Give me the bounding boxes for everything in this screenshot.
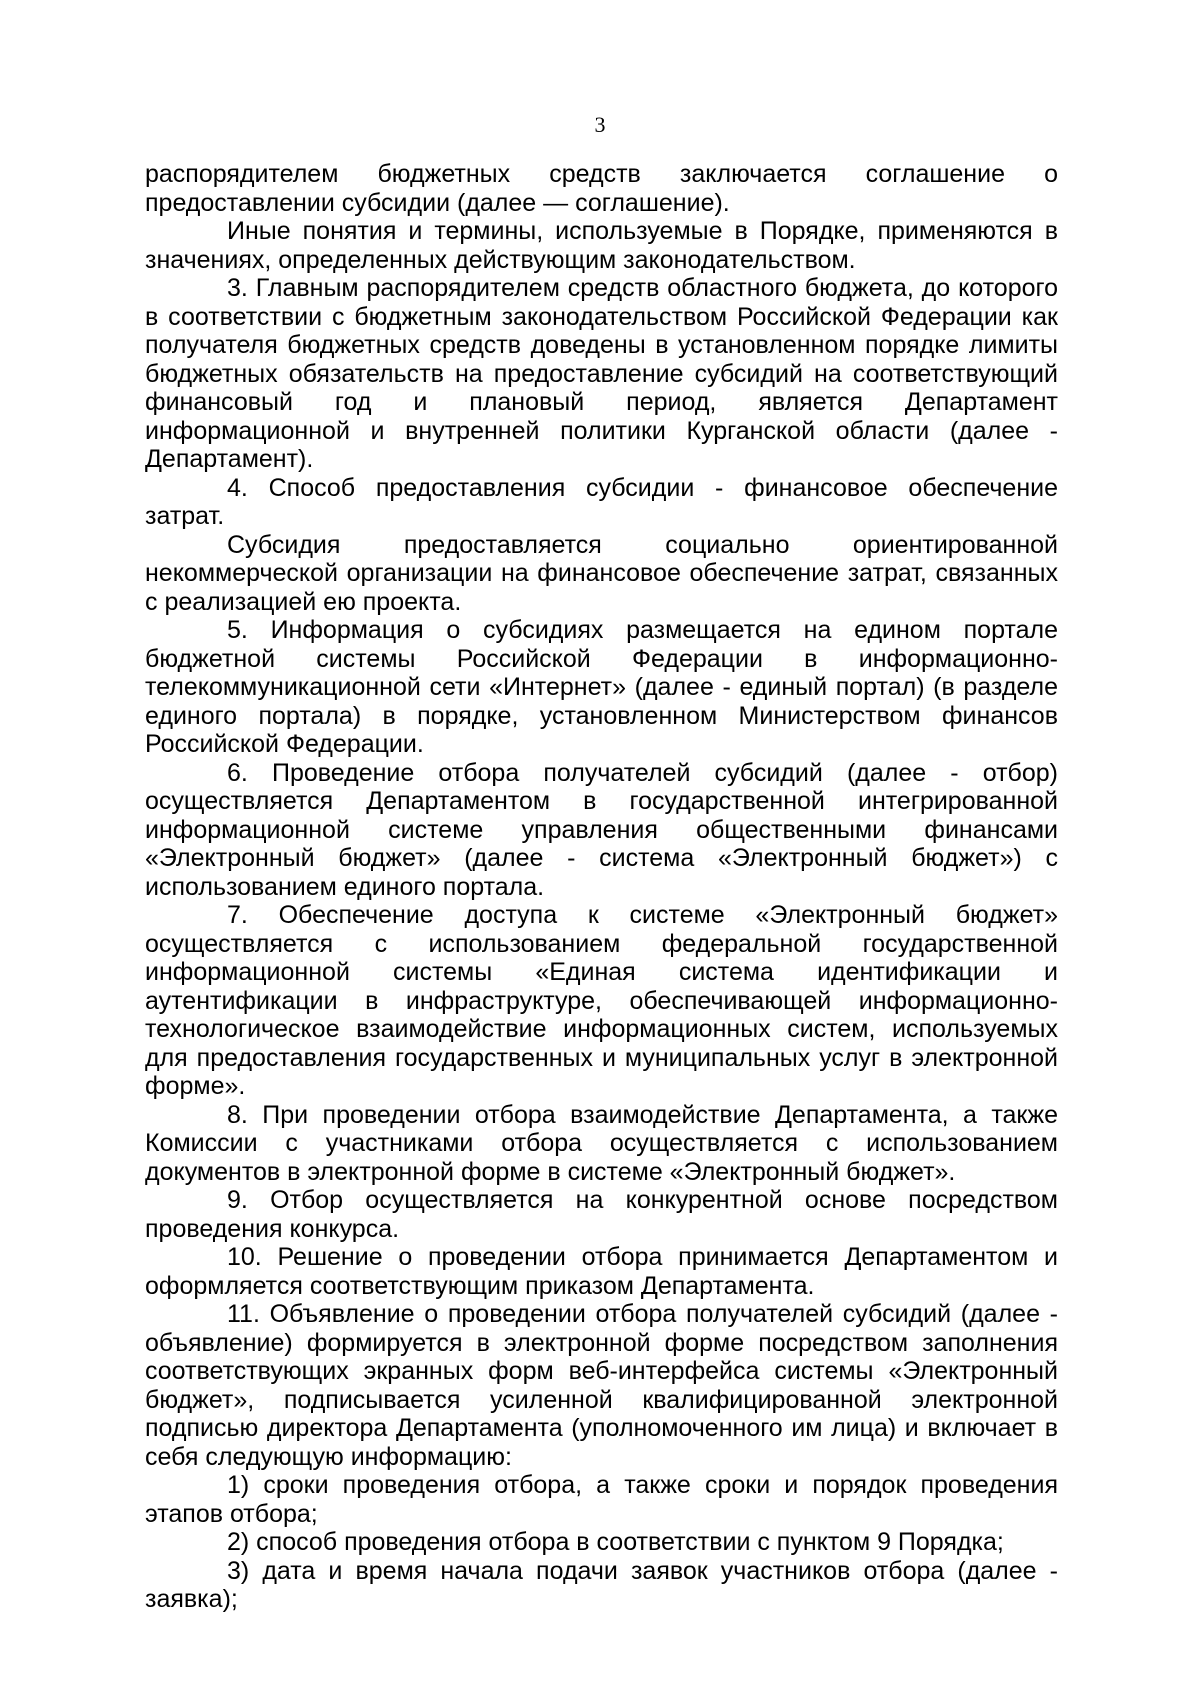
page-number: 3: [594, 112, 606, 137]
paragraph-item-3: 3. Главным распорядителем средств областного бюджета, до которого в соответствии с бюджетным законодательством Российской Федерации как получателя бюджетных средств доведены в установленном порядке лимиты бюджетных обязательств на предоставление субсидий на соответствующий финансовый год и плановый период, является Департамент информационной и внутренней политики Курганской области (далее - Департамент).: [145, 274, 1058, 473]
paragraph-item-5: 5. Информация о субсидиях размещается на едином портале бюджетной системы Российской Федерации в информационно-телекоммуникационной сети «Интернет» (далее - единый портал) (в разделе единого портала) в порядке, установленном Министерством финансов Российской Федерации.: [145, 616, 1058, 758]
paragraph-definitions: Иные понятия и термины, используемые в Порядке, применяются в значениях, определенных действующим законодательством.: [145, 217, 1058, 274]
paragraph-subsidy-purpose: Субсидия предоставляется социально ориентированной некоммерческой организации на финансовое обеспечение затрат, связанных с реализацией ею проекта.: [145, 530, 1058, 616]
paragraph-item-9: 9. Отбор осуществляется на конкурентной основе посредством проведения конкурса.: [145, 1186, 1058, 1243]
paragraph-item-4: 4. Способ предоставления субсидии - финансовое обеспечение затрат.: [145, 473, 1058, 530]
paragraph-item-6: 6. Проведение отбора получателей субсидий (далее - отбор) осуществляется Департаментом в государственной интегрированной информационной системе управления общественными финансами «Электронный бюджет» (далее - система «Электронный бюджет») с использованием единого портала.: [145, 758, 1058, 901]
paragraph-item-8: 8. При проведении отбора взаимодействие Департамента, а также Комиссии с участниками отбора осуществляется с использованием документов в электронной форме в системе «Электронный бюджет».: [145, 1100, 1058, 1186]
paragraph-item-10: 10. Решение о проведении отбора принимается Департаментом и оформляется соответствующим приказом Департамента.: [145, 1243, 1058, 1300]
paragraph-item-11: 11. Объявление о проведении отбора получателей субсидий (далее - объявление) формируется в электронной форме посредством заполнения соответствующих экранных форм веб-интерфейса системы «Электронный бюджет», подписывается усиленной квалифицированной электронной подписью директора Департамента (уполномоченного им лица) и включает в себя следующую информацию:: [145, 1300, 1058, 1471]
document-body: [145, 160, 1058, 1614]
paragraph-item-7: 7. Обеспечение доступа к системе «Электронный бюджет» осуществляется с использованием федеральной государственной информационной системы «Единая система идентификации и аутентификации в инфраструктуре, обеспечивающей информационно-технологическое взаимодействие информационных систем, используемых для предоставления государственных и муниципальных услуг в электронной форме».: [145, 901, 1058, 1100]
list-item-1: 1) сроки проведения отбора, а также сроки и порядок проведения этапов отбора;: [145, 1471, 1058, 1528]
paragraph-continuation: распорядителем бюджетных средств заключается соглашение о предоставлении субсидии (далее — соглашение).: [145, 160, 1058, 217]
list-item-2: 2) способ проведения отбора в соответствии с пунктом 9 Порядка;: [227, 1528, 1004, 1556]
list-item-3: 3) дата и время начала подачи заявок участников отбора (далее - заявка);: [145, 1556, 1058, 1613]
